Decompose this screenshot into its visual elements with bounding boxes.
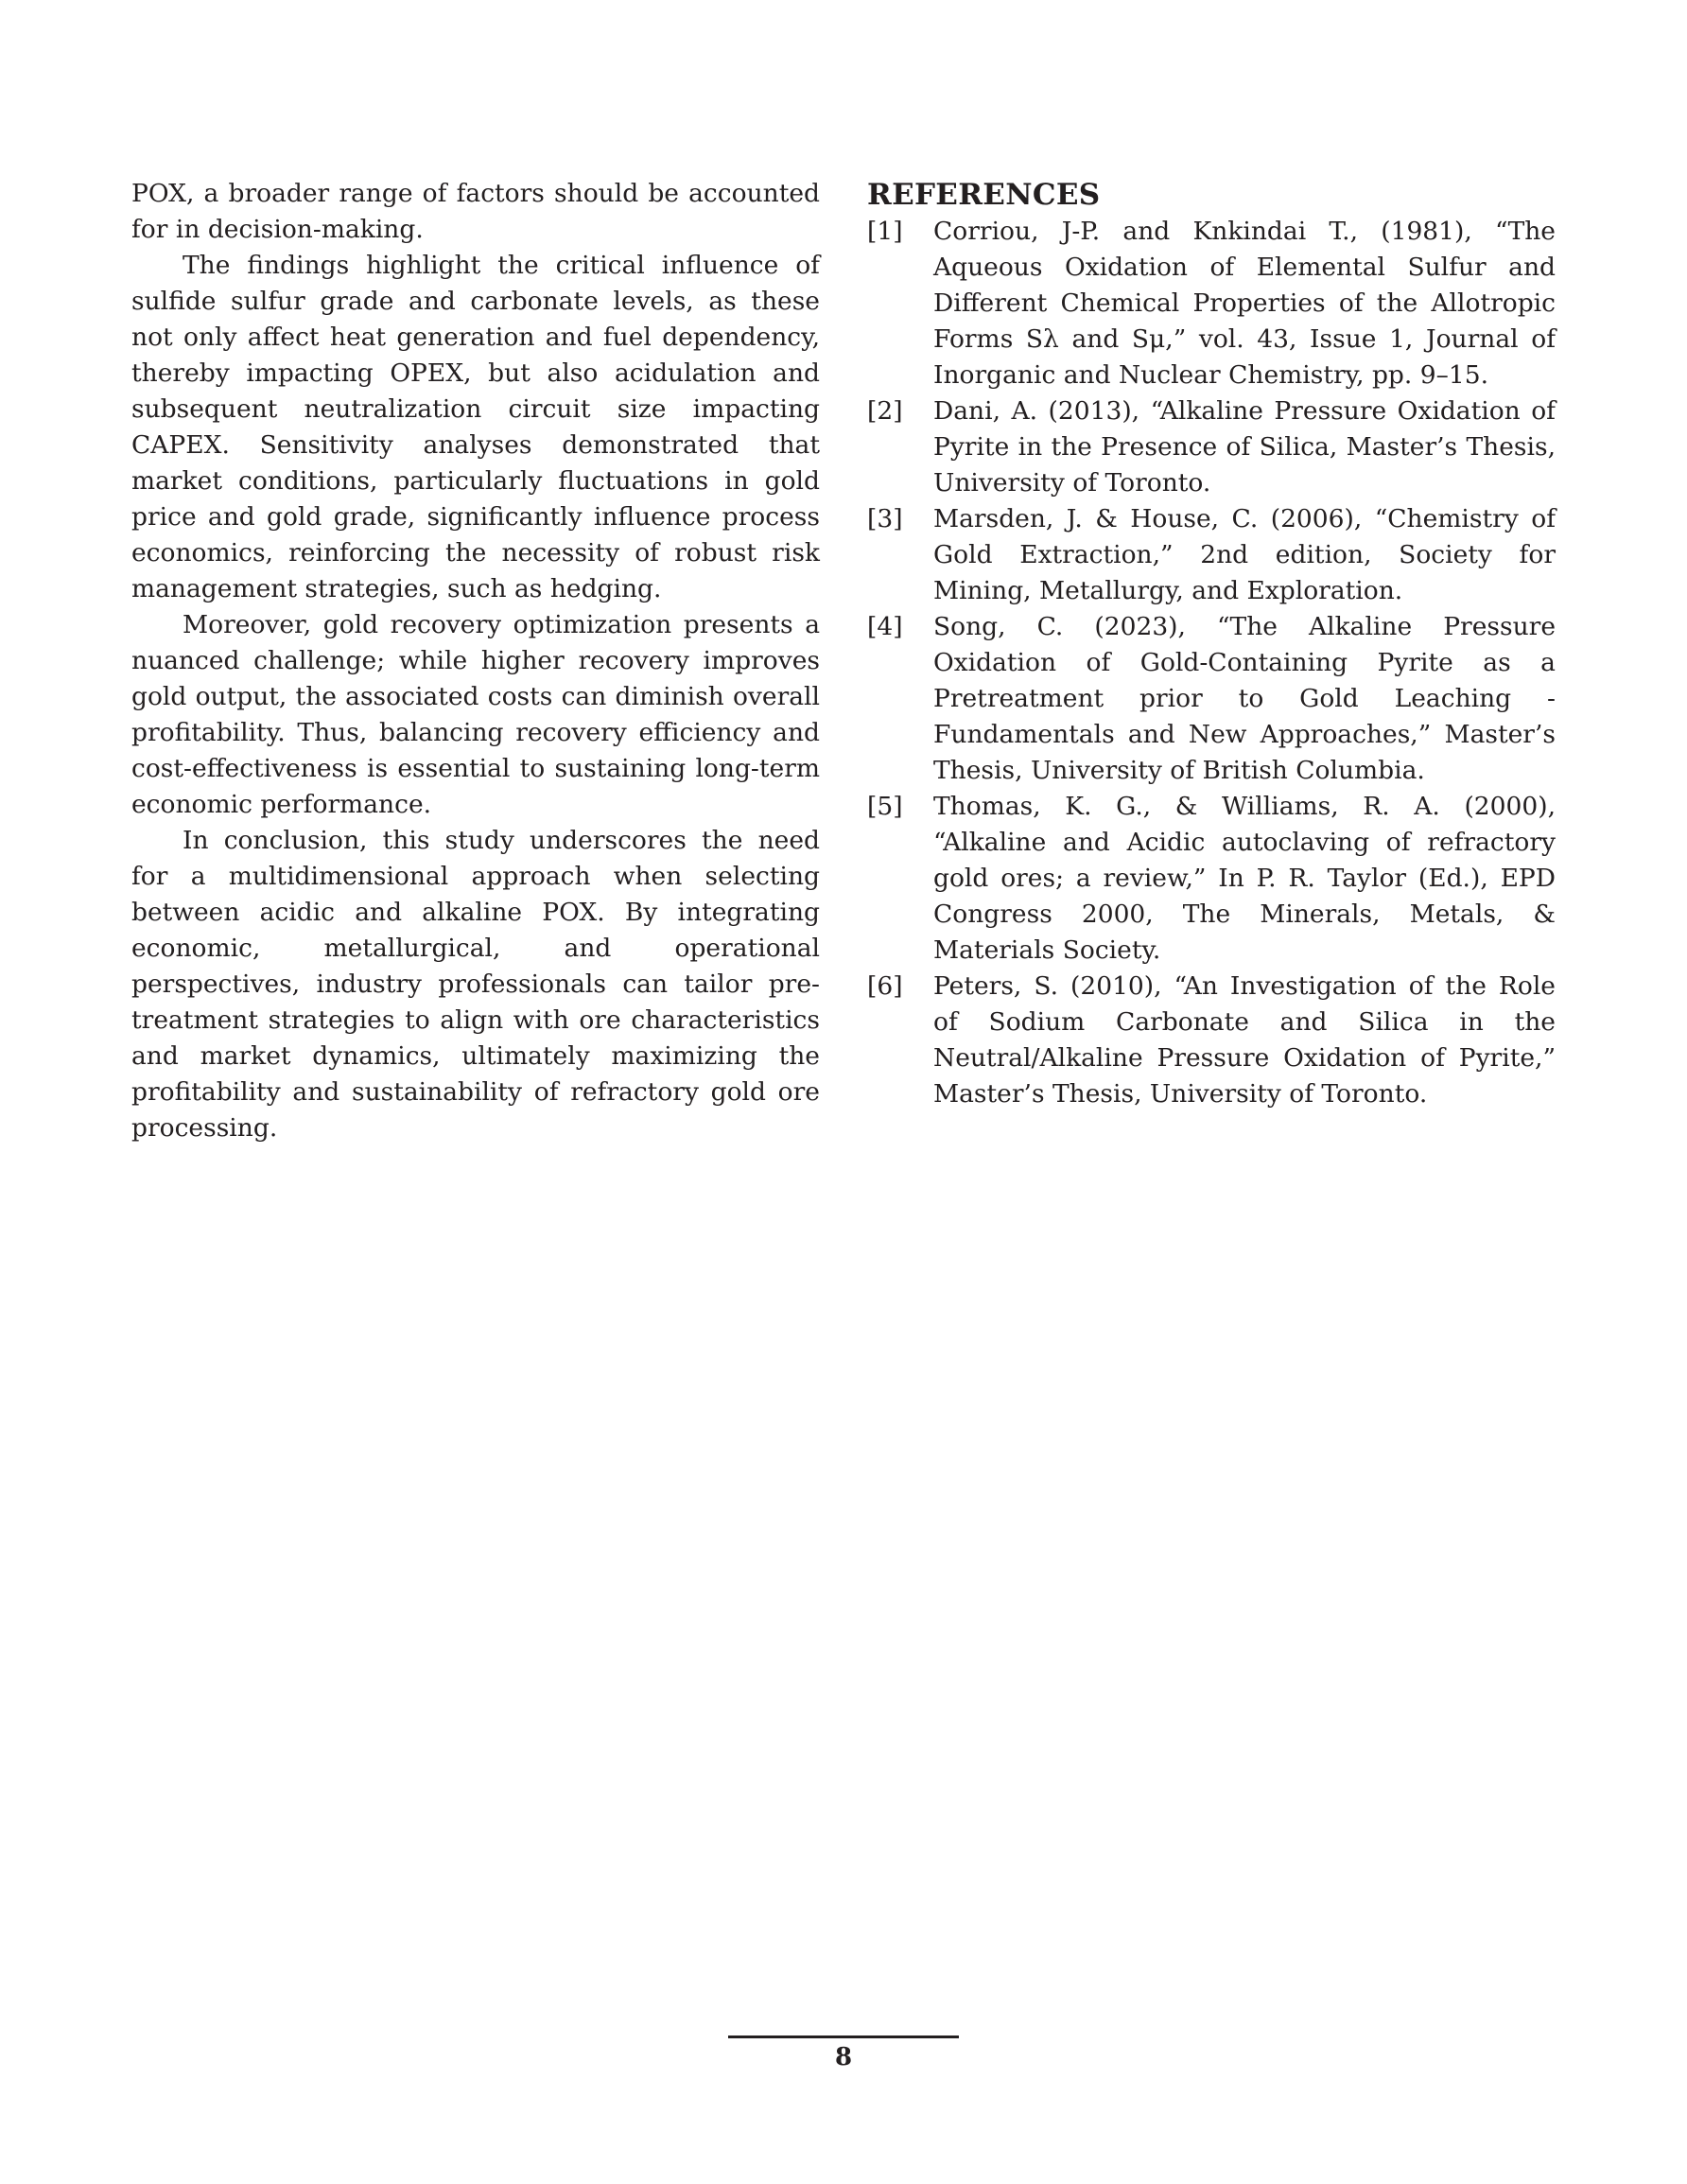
reference-number: [4] [867,612,903,641]
reference-item [867,393,1556,501]
footer-divider [728,2035,959,2038]
references-heading: REFERENCES [867,178,1101,212]
references-section [867,176,1556,1112]
reference-number: [2] [867,396,903,426]
page-number: 8 [834,2043,853,2071]
reference-item [867,789,1556,969]
reference-number: [1] [867,217,903,246]
body-paragraph: Moreover, gold recovery optimization presents a nuanced challenge; while higher recovery improves gold output, the associated costs can diminish overall profitability. Thus, balancing recovery efficiency and cost-effectiveness is essential to sustaining long-term economic performance. [131,610,820,819]
reference-text: Marsden, J. & House, C. (2006), “Chemistry of Gold Extraction,” 2nd edition, Society for Mining, Metallurgy, and Exploration. [933,504,1556,605]
reference-number: [5] [867,792,903,821]
reference-item [867,501,1556,609]
reference-item [867,969,1556,1112]
reference-item [867,214,1556,393]
reference-text: Thomas, K. G., & Williams, R. A. (2000), “Alkaline and Acidic autoclaving of refractory gold ores; a review,” In P. R. Taylor (Ed.), EPD Congress 2000, The Minerals, Metals, & Materials Society. [933,792,1556,965]
reference-text: Peters, S. (2010), “An Investigation of the Role of Sodium Carbonate and Silica in the Neutral/Alkaline Pressure Oxidation of Pyrite,” Master’s Thesis, University of Toronto. [933,971,1556,1109]
reference-list [867,214,1556,1112]
reference-item [867,609,1556,789]
reference-number: [6] [867,971,903,1001]
reference-text: Dani, A. (2013), “Alkaline Pressure Oxidation of Pyrite in the Presence of Silica, Master’s Thesis, University of Toronto. [933,396,1556,498]
reference-text: Corriou, J-P. and Knkindai T., (1981), “The Aqueous Oxidation of Elemental Sulfur and Different Chemical Properties of the Allotropic Forms Sλ and Sμ,” vol. 43, Issue 1, Journal of Inorganic and Nuclear Chemistry, pp. 9–15. [933,217,1556,390]
reference-number: [3] [867,504,903,533]
reference-text: Song, C. (2023), “The Alkaline Pressure Oxidation of Gold-Containing Pyrite as a Pretreatment prior to Gold Leaching - Fundamentals and New Approaches,” Master’s Thesis, University of British Columbia. [933,612,1556,785]
body-paragraph: The findings highlight the critical influence of sulfide sulfur grade and carbonate levels, as these not only affect heat generation and fuel dependency, thereby impacting OPEX, but also acidulation and subsequent neutralization circuit size impacting CAPEX. Sensitivity analyses demonstrated that market conditions, particularly fluctuations in gold price and gold grade, significantly influence process economics, reinforcing the necessity of robust risk management strategies, such as hedging. [131,251,820,603]
body-paragraph: POX, a broader range of factors should be accounted for in decision-making. [131,179,820,244]
body-text-column [131,176,820,1146]
body-paragraph: In conclusion, this study underscores the need for a multidimensional approach when selecting between acidic and alkaline POX. By integrating economic, metallurgical, and operational perspectives, industry professionals can tailor pre-treatment strategies to align with ore characteristics and market dynamics, ultimately maximizing the profitability and sustainability of refractory gold ore processing. [131,826,820,1143]
